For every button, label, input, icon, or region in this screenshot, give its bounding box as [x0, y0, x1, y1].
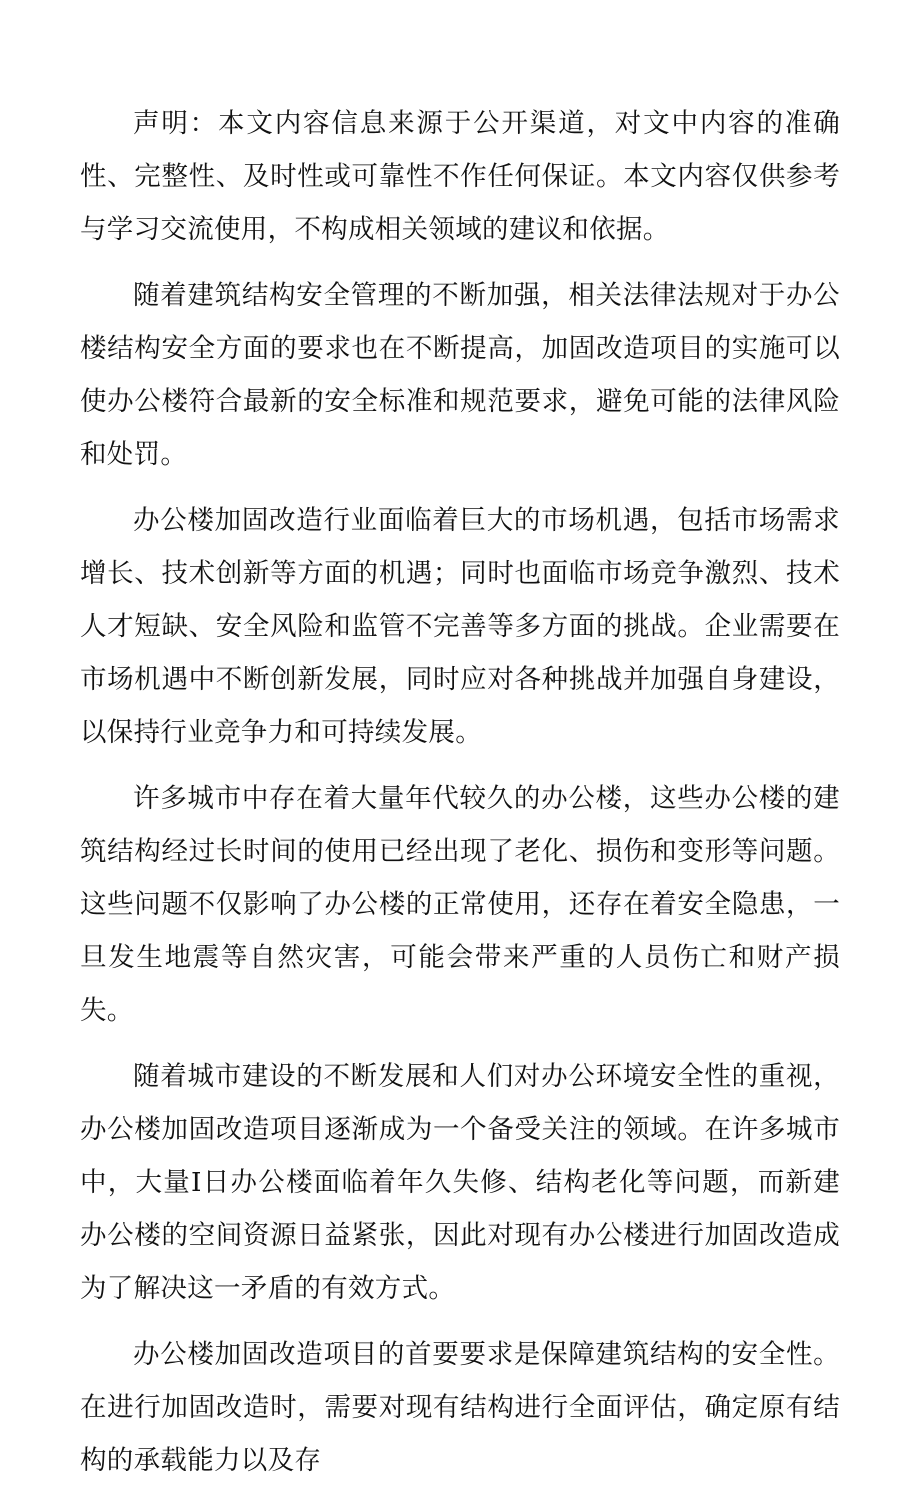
document-page	[80, 97, 840, 1500]
body-paragraph: 办公楼加固改造项目的首要要求是保障建筑结构的安全性。在进行加固改造时，需要对现有结构进行全面评估，确定原有结构的承载能力以及存	[80, 1339, 840, 1476]
body-paragraph: 办公楼加固改造行业面临着巨大的市场机遇，包括市场需求增长、技术创新等方面的机遇；同时也面临市场竞争激烈、技术人才短缺、安全风险和监管不完善等多方面的挑战。企业需要在市场机遇中不断创新发展，同时应对各种挑战并加强自身建设，以保持行业竞争力和可持续发展。	[80, 505, 840, 748]
body-paragraph: 随着城市建设的不断发展和人们对办公环境安全性的重视，办公楼加固改造项目逐渐成为一个备受关注的领域。在许多城市中，大量I日办公楼面临着年久失修、结构老化等问题，而新建办公楼的空间资源日益紧张，因此对现有办公楼进行加固改造成为了解决这一矛盾的有效方式。	[80, 1061, 840, 1304]
body-paragraph: 许多城市中存在着大量年代较久的办公楼，这些办公楼的建筑结构经过长时间的使用已经出现了老化、损伤和变形等问题。这些问题不仅影响了办公楼的正常使用，还存在着安全隐患，一旦发生地震等自然灾害，可能会带来严重的人员伤亡和财产损失。	[80, 783, 840, 1026]
body-paragraph: 随着建筑结构安全管理的不断加强，相关法律法规对于办公楼结构安全方面的要求也在不断提高，加固改造项目的实施可以使办公楼符合最新的安全标准和规范要求，避免可能的法律风险和处罚。	[80, 280, 840, 470]
disclaimer-paragraph: 声明：本文内容信息来源于公开渠道，对文中内容的准确性、完整性、及时性或可靠性不作任何保证。本文内容仅供参考与学习交流使用，不构成相关领域的建议和依据。	[80, 108, 840, 245]
